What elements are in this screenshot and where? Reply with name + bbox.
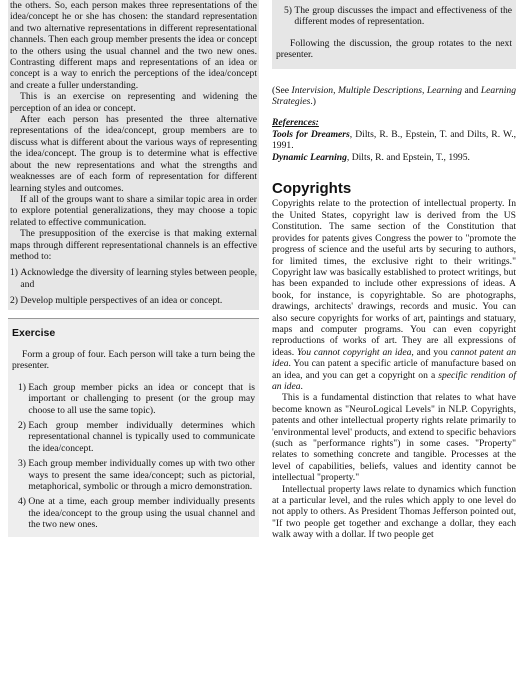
paragraph: Intellectual property laws relate to dynamics which function at a particular level, and the rules which apply to one level do not apply to others. As President Thomas Jefferson pointed out, "If two people get together and exchange a dollar, they each walk away with a dollar. If two people get xyxy=(272,483,516,541)
step-item: 3) Each group member individually comes up with two other ways to present the same idea/concept; such as pictorial, metaphorical, symbolic or through a micro demonstration. xyxy=(18,458,255,493)
reference-item: Dynamic Learning, Dilts, R. and Epstein, T., 1995. xyxy=(272,151,470,163)
exercise-continued-box xyxy=(272,0,516,69)
paragraph: If all of the groups want to share a similar topic area in order to explore potential generalizations, they may choose a topic related to effective communication. xyxy=(10,193,257,228)
step-item: 4) One at a time, each group member individually presents the idea/concept to the group using the usual channel and the two new ones. xyxy=(18,496,255,531)
list-item: 2) Develop multiple perspectives of an idea or concept. xyxy=(10,295,223,307)
paragraph: This is a fundamental distinction that relates to what have become known as "NeuroLogical Levels" in NLP. Copyrights, patents and other intellectual property rights relate primarily to 'environmental level' products, and extend to specific behaviors (such as "performance rights") in some cases. "Property" relates to something concrete and tangible. Processes at the level of capabilities, beliefs, values and identity cannot be intellectual "property." xyxy=(272,392,516,484)
paragraph: the others. So, each person makes three representations of the idea/concept he or she has chosen: the standard representation and two alternative representations in different representational channels. Then each group member presents the idea or concept to the others using the usual channel and the two new ones. Contrasting different maps and representations of an idea or concept is a way to enrich the perceptions of the idea/concept and create a fuller understanding. xyxy=(10,0,257,91)
step-item: 5) The group discusses the impact and effectiveness of the different modes of representation. xyxy=(284,5,512,28)
see-also: (See Intervision, Multiple Descriptions, Learning and Learning Strategies.) xyxy=(272,84,516,108)
references-section xyxy=(272,117,516,163)
exercise-box xyxy=(8,318,259,537)
exercise-heading: Exercise xyxy=(12,326,56,339)
paragraph: Following the discussion, the group rotates to the next presenter. xyxy=(276,37,512,61)
references-heading: References: xyxy=(272,117,319,129)
step-item: 1) Each group member picks an idea or concept that is important or challenging to present (or the group may choose to all use the same topic). xyxy=(18,381,255,416)
step-item: 2) Each group member individually determines which representational channel is typically used to communicate the idea/concept. xyxy=(18,420,255,454)
left-column xyxy=(8,0,259,537)
intro-box xyxy=(8,0,259,310)
paragraph: Copyrights relate to the protection of intellectual property. In the United States, copyright law is derived from the US Constitution. The same section of the Constitution that provides for patents gives Congress the power to "promote the progress of science and the useful arts by securing to authors, for limited times, the exclusive right to their writings." Copyright law was basically established to protect writings, but has been expanded to include other expressions of ideas. A book, for instance, is copyrightable. So are photographs, drawings, architects' drawings, records and music. You can also secure copyrights for works of art, paintings and statuary, maps and computer programs. You can even copyright reproductions of works of art. They are all expressions of ideas. You cannot copyright an idea, and you cannot patent an idea. You can patent a specific article of manufacture based on an idea, and you can get a copyright on a specific rendition of an idea. xyxy=(272,198,517,392)
reference-item: Tools for Dreamers, Dilts, R. B., Epstein, T. and Dilts, R. W., 1991. xyxy=(272,128,516,152)
steps-list xyxy=(12,382,255,531)
paragraph: After each person has presented the three alternative representations of the idea/concept, group members are to discuss what is different about the various ways of representing the idea/concept. The group is to determine what is effective about the new representations and what the strengths and weaknesses are of each form of representation for different learning styles and outcomes. xyxy=(10,114,257,194)
paragraph: The presupposition of the exercise is that making external maps through different representational channels is an effective method to: xyxy=(10,228,257,262)
paragraph: Form a group of four. Each person will take a turn being the presenter. xyxy=(12,348,255,372)
copyrights-heading: Copyrights xyxy=(272,180,352,198)
paragraph: This is an exercise on representing and widening the perception of an idea or concept. xyxy=(10,91,257,114)
right-column xyxy=(272,0,516,541)
list-item: 1) Acknowledge the diversity of learning styles between people, and xyxy=(10,267,257,290)
